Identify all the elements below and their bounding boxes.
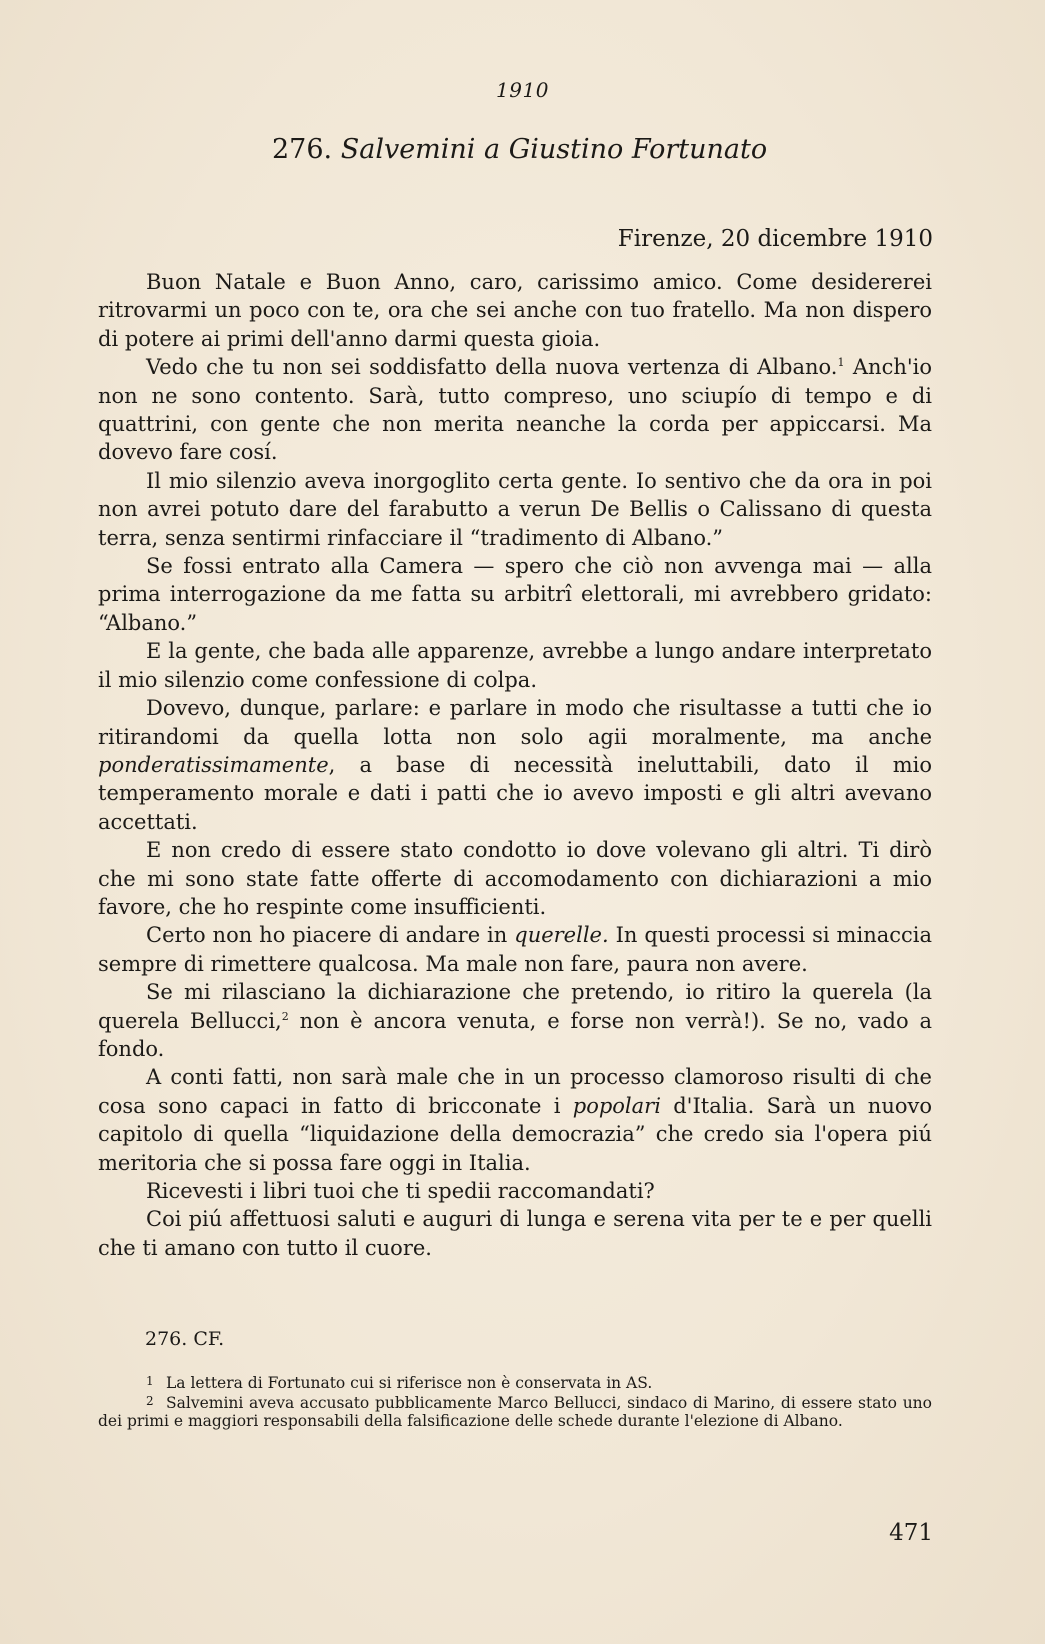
footnote-text: La lettera di Fortunato cui si riferisce non è conservata in AS. [166, 1374, 653, 1392]
archive-reference: 276. CF. [145, 1328, 225, 1350]
running-head-year: 1910 [496, 78, 549, 102]
letter-dateline: Firenze, 20 dicembre 1910 [617, 226, 933, 252]
paragraph: Certo non ho piacere di andare in querelle. In questi processi si minaccia sempre di rimettere qualcosa. Ma male non fare, paura non avere. [98, 923, 932, 976]
paragraph: Dovevo, dunque, parlare: e parlare in modo che risultasse a tutti che io ritirandomi da quella lotta non solo agii moralmente, ma anche ponderatissimamente, a base di necessità ineluttabili, dato il mio temperamento morale e dati i patti che io avevo imposti e gli altri avevano accettati. [98, 696, 932, 834]
paragraph: A conti fatti, non sarà male che in un processo clamoroso risulti di che cosa sono capaci in fatto di bricconate i popolari d'Italia. Sarà un nuovo capitolo di quella “liquidazione della democrazia” che credo sia l'opera piú meritoria che si possa fare oggi in Italia. [98, 1065, 932, 1175]
letter-number: 276. [272, 134, 333, 165]
letter-title: Salvemini a Giustino Fortunato [340, 134, 768, 165]
footnote-text: Salvemini aveva accusato pubblicamente Marco Bellucci, sindaco di Marino, di essere stato uno dei primi e maggiori responsabili della falsificazione delle schede durante l'elezione di Albano. [98, 1394, 932, 1430]
footnote-ref: 1 [837, 356, 845, 370]
letter-heading [272, 134, 767, 165]
page-number: 471 [889, 1520, 933, 1546]
paragraph: Se fossi entrato alla Camera — spero che ciò non avvenga mai — alla prima interrogazione da me fatta su arbitrî elettorali, mi avrebbero gridato: “Albano.” [98, 554, 932, 635]
footnote [98, 1392, 932, 1430]
paragraph: Il mio silenzio aveva inorgoglito certa gente. Io sentivo che da ora in poi non avrei potuto dare del farabutto a verun De Bellis o Calissano di questa terra, senza sentirmi rinfacciare il “tradimento di Albano.” [98, 468, 932, 550]
paragraph: E non credo di essere stato condotto io dove volevano gli altri. Ti dirò che mi sono state fatte offerte di accomodamento con dichiarazioni a mio favore, che ho respinte come insufficienti. [98, 838, 932, 919]
paragraph: Ricevesti i libri tuoi che ti spedii raccomandati? [146, 1179, 655, 1203]
footnotes [98, 1372, 932, 1430]
paragraph: Vedo che tu non sei soddisfatto della nuova vertenza di Albano.$^1$ Anch'io non ne sono contento. Sarà, tutto compreso, uno sciupío di tempo e di quattrini, con gente che non merita neanche la corda per appiccarsi. Ma dovevo fare cosí. [98, 355, 932, 465]
paragraph: E la gente, che bada alle apparenze, avrebbe a lungo andare interpretato il mio silenzio come confessione di colpa. [98, 639, 932, 692]
footnote-marker: 2 [146, 1394, 154, 1408]
footnote-ref: 2 [281, 1009, 289, 1023]
footnote [98, 1372, 932, 1392]
paragraph: Buon Natale e Buon Anno, caro, carissimo amico. Come desidererei ritrovarmi un poco con te, ora che sei anche con tuo fratello. Ma non dispero di potere ai primi dell'anno darmi questa gioia. [98, 270, 932, 351]
footnote-marker: 1 [146, 1374, 154, 1388]
letter-body [98, 268, 932, 1262]
paragraph: Se mi rilasciano la dichiarazione che pretendo, io ritiro la querela (la querela Bellucci,$^2$ non è ancora venuta, e forse non verrà!). Se no, vado a fondo. [98, 980, 932, 1061]
paragraph: Coi piú affettuosi saluti e auguri di lunga e serena vita per te e per quelli che ti amano con tutto il cuore. [98, 1207, 932, 1260]
